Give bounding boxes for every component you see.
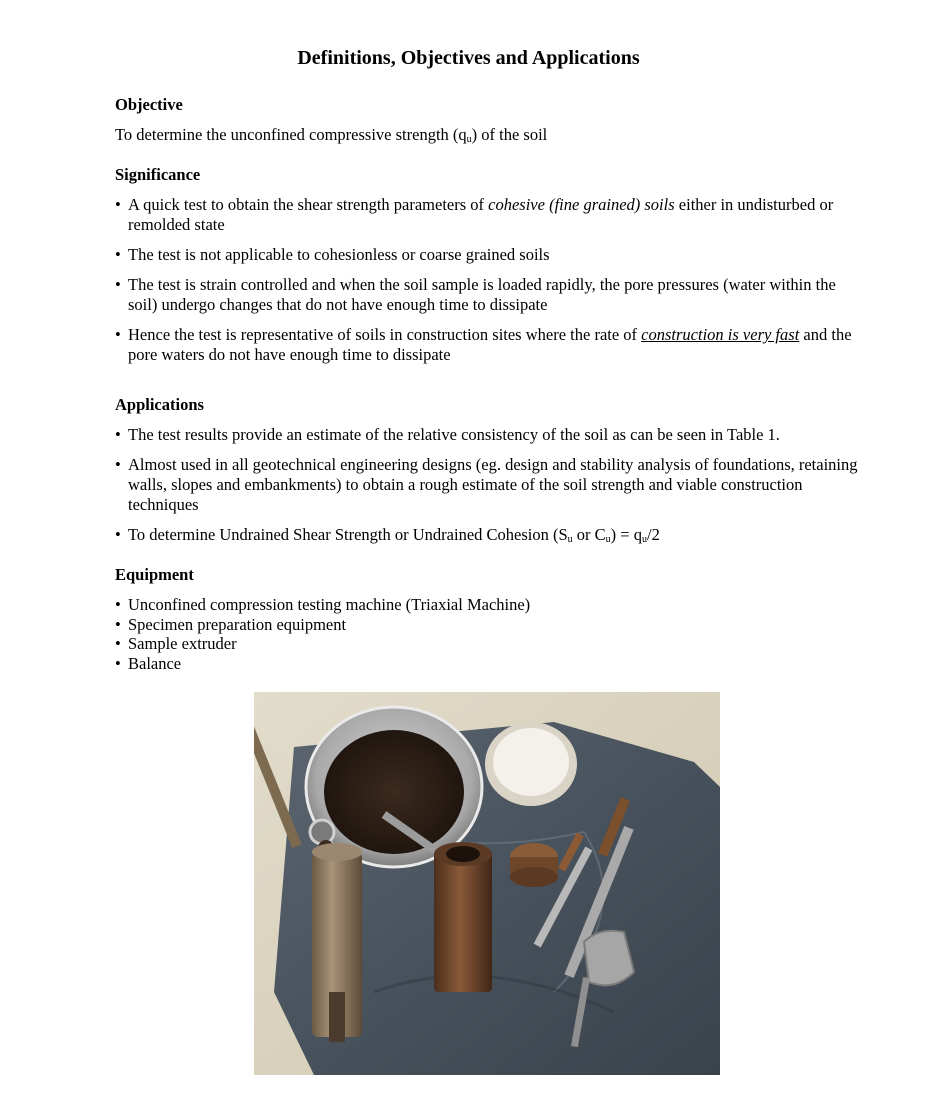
- bullet-dot: •: [115, 525, 121, 544]
- page-title: Definitions, Objectives and Applications: [297, 47, 640, 69]
- objective-text: To determine the unconfined compressive strength $(q_u)$ of the soil: [115, 125, 548, 145]
- bullet-dot: •: [115, 595, 121, 614]
- equipment-photo: [254, 692, 720, 1075]
- applications-heading: Applications: [115, 395, 204, 414]
- equipment-item: • Specimen preparation equipment: [115, 615, 347, 634]
- bullet-dot: •: [115, 245, 121, 264]
- equipment-heading: Equipment: [115, 565, 194, 584]
- bullet-dot: •: [115, 654, 121, 673]
- bullet-dot: •: [115, 425, 121, 444]
- bullet-dot: •: [115, 195, 121, 214]
- equipment-item: • Sample extruder: [115, 634, 237, 653]
- objective-heading: Objective: [115, 95, 183, 114]
- construction-link[interactable]: construction is very fast: [641, 325, 800, 344]
- significance-heading: Significance: [115, 165, 201, 184]
- applications-bullet-2: • Almost used in all geotechnical engineering designs (eg. design and stability analysis of foundations, retaining walls, slopes and embankments) to obtain a rough estimate of the soil strength and viable construction techniques: [115, 455, 858, 514]
- bullet-dot: •: [115, 615, 121, 634]
- bullet-dot: •: [115, 325, 121, 344]
- significance-bullet-2: • The test is not applicable to cohesionless or coarse grained soils: [115, 245, 550, 264]
- bullet-dot: •: [115, 455, 121, 474]
- significance-bullet-4: • Hence the test is representative of soils in construction sites where the rate of construction is very fast and the pore waters do not have enough time to dissipate: [115, 325, 852, 364]
- equipment-item: • Balance: [115, 654, 182, 673]
- applications-bullet-3: • To determine Undrained Shear Strength or Undrained Cohesion ($S_u$ or $C_u) = q_u/2$: [115, 525, 660, 545]
- bullet-dot: •: [115, 634, 121, 653]
- significance-bullet-3: • The test is strain controlled and when the soil sample is loaded rapidly, the pore pressures (water within the soil) undergo changes that do not have enough time to dissipate: [115, 275, 836, 314]
- applications-bullet-1: • The test results provide an estimate of the relative consistency of the soil as can be seen in Table 1.: [115, 425, 780, 444]
- equipment-item: • Unconfined compression testing machine (Triaxial Machine): [115, 595, 531, 614]
- significance-bullet-1: • A quick test to obtain the shear strength parameters of cohesive (fine grained) soils either in undisturbed or remolded state: [115, 195, 834, 234]
- bullet-dot: •: [115, 275, 121, 294]
